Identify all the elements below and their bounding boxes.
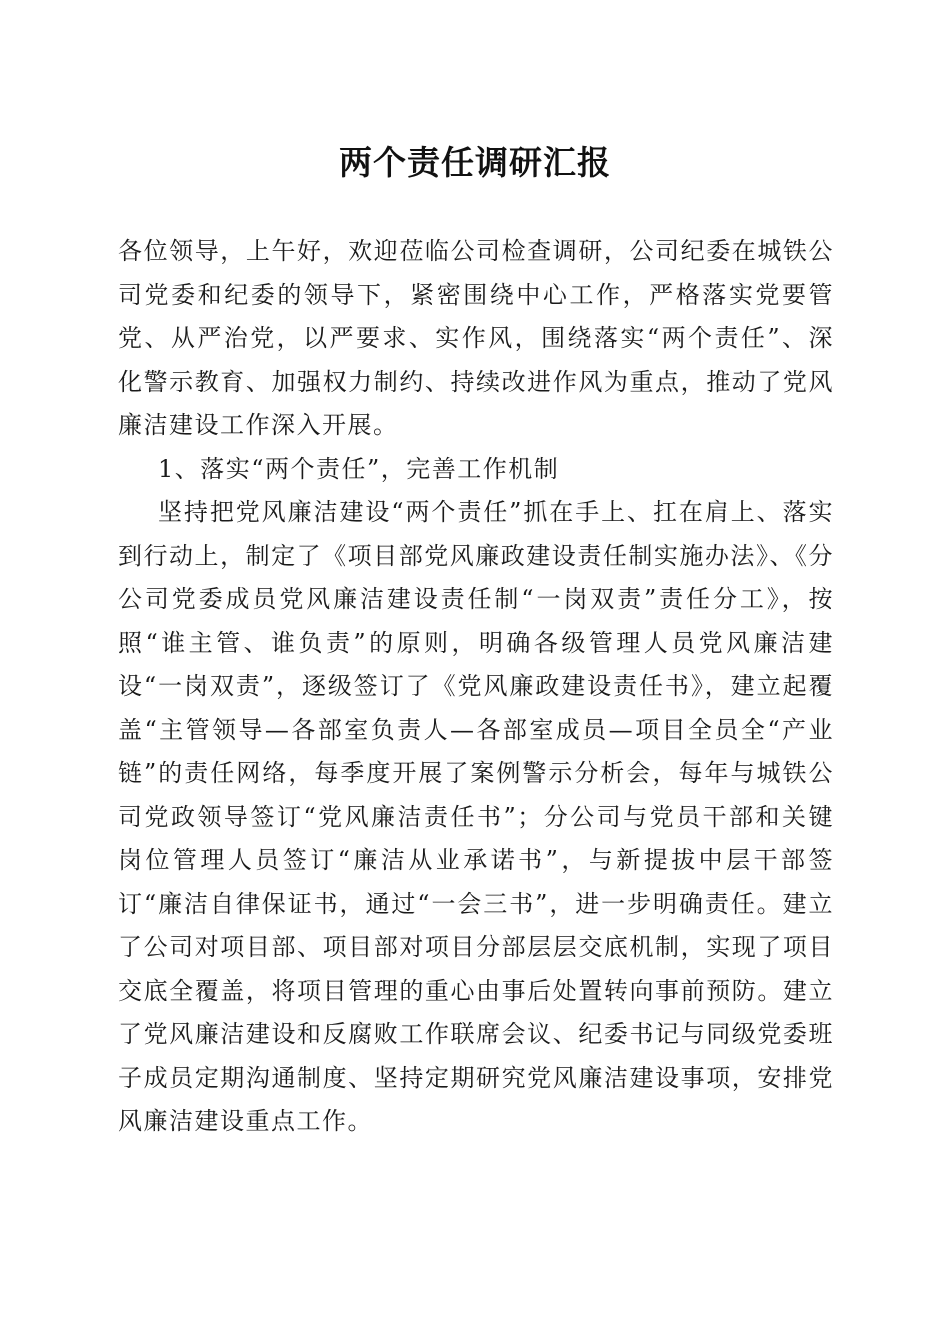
paragraph-responsibility: 坚持把党风廉洁建设“两个责任”抓在手上、扛在肩上、落实到行动上，制定了《项目部党风廉政建设责任制实施办法》、《分公司党委成员党风廉洁建设责任制“一岗双责”责任分工》，按照“谁主管、谁负责”的原则，明确各级管理人员党风廉洁建设“一岗双责”，逐级签订了《党风廉政建设责任书》，建立起覆盖“主管领导—各部室负责人—各部室成员—项目全员全“产业链”的责任网络，每季度开展了案例警示分析会，每年与城铁公司党政领导签订“党风廉洁责任书”；分公司与党员干部和关键岗位管理人员签订“廉洁从业承诺书”，与新提拔中层干部签订“廉洁自律保证书，通过“一会三书”，进一步明确责任。建立了公司对项目部、项目部对项目分部层层交底机制，实现了项目交底全覆盖，将项目管理的重心由事后处置转向事前预防。建立了党风廉洁建设和反腐败工作联席会议、纪委书记与同级党委班子成员定期沟通制度、坚持定期研究党风廉洁建设事项，安排党风廉洁建设重点工作。: [118, 498, 834, 1135]
section-heading: 1、落实“两个责任”，完善工作机制: [158, 454, 560, 483]
paragraph-intro: 各位领导，上午好，欢迎莅临公司检查调研，公司纪委在城铁公司党委和纪委的领导下，紧密围绕中心工作，严格落实党要管党、从严治党，以严要求、实作风，围绕落实“两个责任”、深化警示教育、加强权力制约、持续改进作风为重点，推动了党风廉洁建设工作深入开展。: [118, 237, 834, 439]
document-title: 两个责任调研汇报: [339, 143, 611, 182]
document-body: [118, 230, 834, 1144]
